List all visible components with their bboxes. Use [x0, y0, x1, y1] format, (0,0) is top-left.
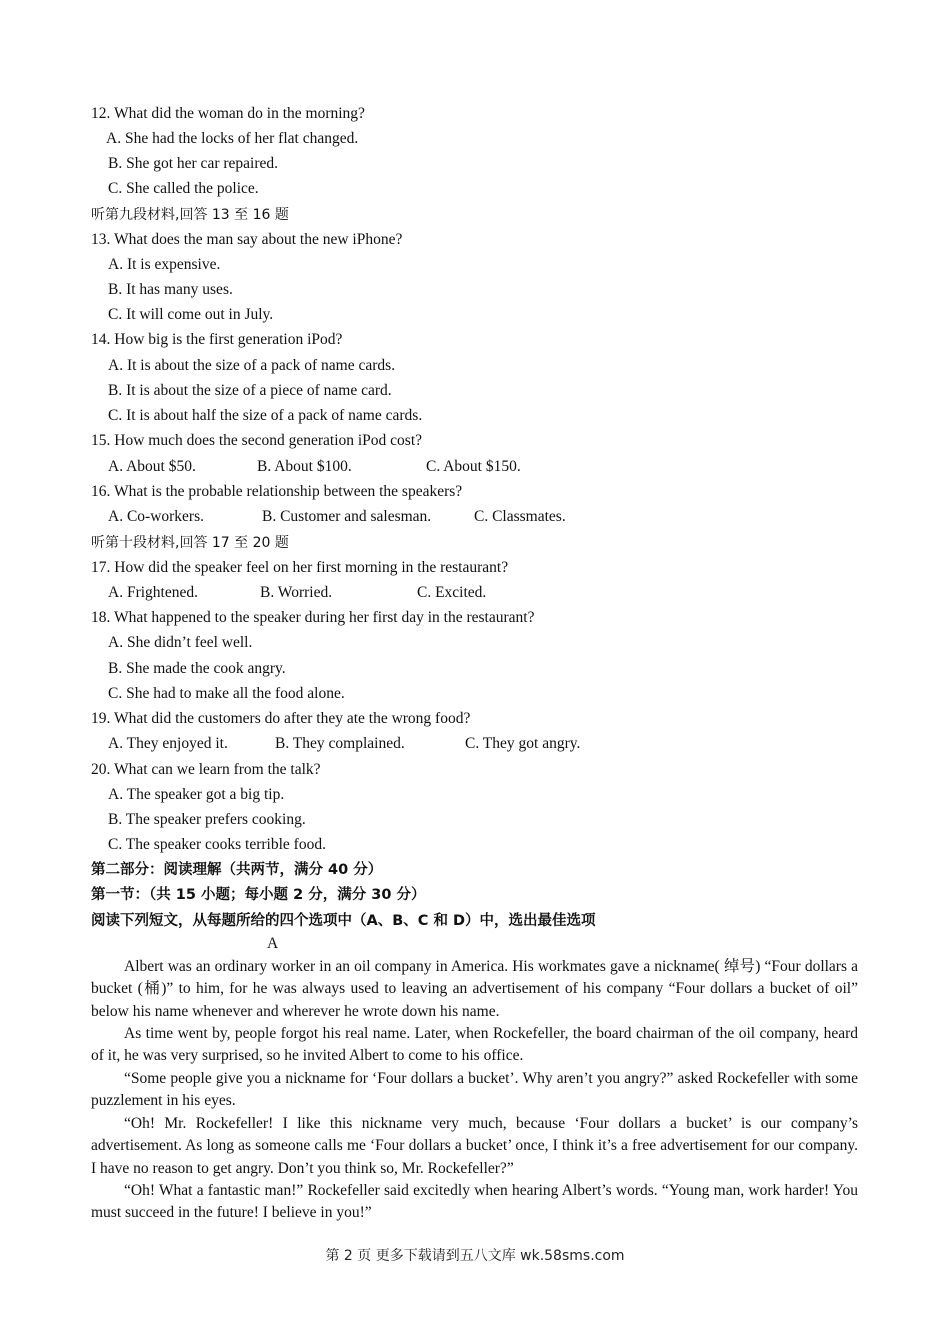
question-12: 12. What did the woman do in the morning?: [91, 105, 365, 122]
option-17-c: C. Excited.: [417, 584, 487, 601]
option-16-b: B. Customer and salesman.: [262, 508, 432, 525]
option-16-c: C. Classmates.: [474, 508, 566, 525]
question-15: 15. How much does the second generation iPod cost?: [91, 432, 423, 449]
option-18-a: A. She didn’t feel well.: [108, 634, 253, 651]
part-2-heading: 第二部分：阅读理解（共两节，满分 40 分）: [91, 862, 383, 878]
option-12-b: B. She got her car repaired.: [108, 155, 279, 172]
option-15-c: C. About $150.: [426, 458, 521, 475]
option-13-c: C. It will come out in July.: [108, 306, 274, 323]
option-20-c: C. The speaker cooks terrible food.: [108, 836, 326, 853]
option-19-b: B. They complained.: [275, 735, 405, 752]
section-1-heading: 第一节：（共 15 小题；每小题 2 分，满分 30 分）: [91, 887, 426, 903]
option-19-c: C. They got angry.: [465, 735, 581, 752]
option-13-a: A. It is expensive.: [108, 256, 221, 273]
section-10-heading: 听第十段材料,回答 17 至 20 题: [91, 535, 289, 551]
question-13: 13. What does the man say about the new iPhone?: [91, 231, 403, 248]
question-17: 17. How did the speaker feel on her first morning in the restaurant?: [91, 559, 509, 576]
page-footer: 第 2 页 更多下载请到五八文库 wk.58sms.com: [325, 1248, 625, 1264]
option-18-c: C. She had to make all the food alone.: [108, 685, 345, 702]
question-14: 14. How big is the first generation iPod?: [91, 331, 343, 348]
reading-instruction: 阅读下列短文，从每题所给的四个选项中（A、B、C 和 D）中，选出最佳选项: [91, 913, 596, 929]
option-19-a: A. They enjoyed it.: [108, 735, 228, 752]
option-20-b: B. The speaker prefers cooking.: [108, 811, 306, 828]
section-9-heading: 听第九段材料,回答 13 至 16 题: [91, 207, 289, 223]
option-14-c: C. It is about half the size of a pack of name cards.: [108, 407, 423, 424]
option-12-c: C. She called the police.: [108, 180, 259, 197]
option-14-b: B. It is about the size of a piece of name card.: [108, 382, 392, 399]
passage-paragraph-2: As time went by, people forgot his real name. Later, when Rockefeller, the board chairman of the oil company, heard of it, he was very surprised, so he invited Albert to come to his office.: [91, 1025, 858, 1065]
passage-paragraph-5: “Oh! What a fantastic man!” Rockefeller said excitedly when hearing Albert’s words. “Young man, work harder! You must succeed in the future! I believe in you!”: [91, 1182, 858, 1222]
option-15-b: B. About $100.: [257, 458, 352, 475]
passage-paragraph-1: Albert was an ordinary worker in an oil company in America. His workmates gave a nickname( 绰号) “Four dollars a bucket (桶)” to him, for he was always used to leaving an advertisement of his company “Four dollars a bucket of oil” below his name whenever and wherever he wrote down his name.: [91, 958, 858, 1020]
question-16: 16. What is the probable relationship between the speakers?: [91, 483, 463, 500]
question-20: 20. What can we learn from the talk?: [91, 761, 321, 778]
passage-label: A: [267, 935, 279, 952]
option-20-a: A. The speaker got a big tip.: [108, 786, 285, 803]
option-13-b: B. It has many uses.: [108, 281, 233, 298]
option-12-a: A. She had the locks of her flat changed.: [106, 130, 359, 147]
option-16-a: A. Co-workers.: [108, 508, 204, 525]
option-18-b: B. She made the cook angry.: [108, 660, 286, 677]
option-14-a: A. It is about the size of a pack of name cards.: [108, 357, 396, 374]
passage-paragraph-4: “Oh! Mr. Rockefeller! I like this nickname very much, because ‘Four dollars a bucket’ is our company’s advertisement. As long as someone calls me ‘Four dollars a bucket’ once, I think it’s a free advertisement for our company. I have no reason to get angry. Don’t you think so, Mr. Rockefeller?”: [91, 1115, 858, 1177]
option-17-a: A. Frightened.: [108, 584, 198, 601]
option-15-a: A. About $50.: [108, 458, 196, 475]
question-18: 18. What happened to the speaker during her first day in the restaurant?: [91, 609, 535, 626]
passage-paragraph-3: “Some people give you a nickname for ‘Four dollars a bucket’. Why aren’t you angry?” asked Rockefeller with some puzzlement in his eyes.: [91, 1070, 858, 1110]
option-17-b: B. Worried.: [260, 584, 333, 601]
question-19: 19. What did the customers do after they ate the wrong food?: [91, 710, 471, 727]
